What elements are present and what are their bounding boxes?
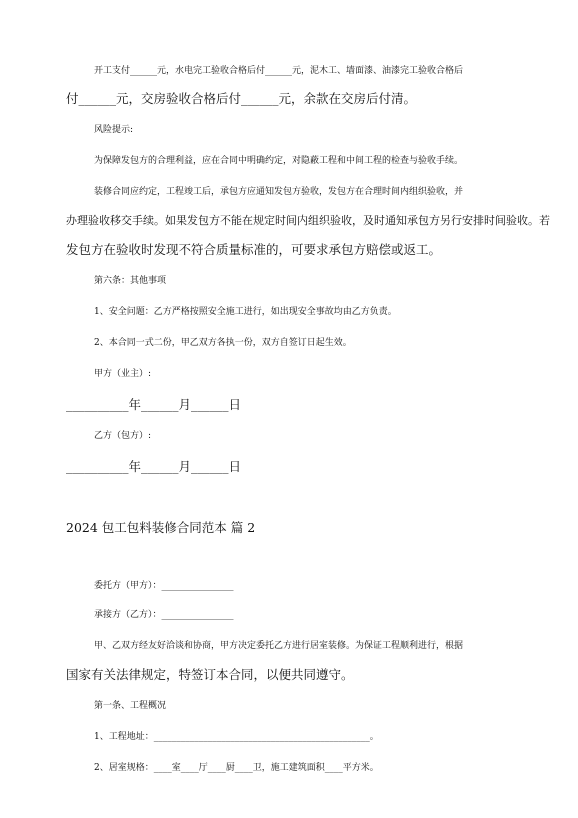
- room-spec-line: 2、居室规格：____室____厅____厨____卫，施工建筑面积____平方米。: [94, 763, 379, 773]
- section-title: 2024 包工包料装修合同范本 篇 2: [66, 520, 256, 535]
- article-six-item-2: 2、本合同一式二份，甲乙双方各执一份，双方自签订日起生效。: [94, 338, 352, 348]
- risk-paragraph-2-line-1: 装修合同应约定，工程竣工后，承包方应通知发包方验收，发包方在合理时间内组织验收，并: [94, 187, 464, 197]
- intro-paragraph-line-1: 甲、乙双方经友好洽谈和协商，甲方决定委托乙方进行居室装修。为保证工程顺利进行，根据: [94, 641, 464, 651]
- risk-paragraph-1: 为保障发包方的合理利益，应在合同中明确约定，对隐蔽工程和中间工程的检查与验收手续。: [94, 156, 464, 166]
- article-six-heading: 第六条：其他事项: [94, 276, 167, 286]
- party-b-date-line: __________年______月______日: [66, 459, 242, 474]
- project-address-line: 1、工程地址：________________________________________________。: [94, 732, 379, 742]
- party-b-label: 乙方（包方）:: [94, 431, 152, 441]
- risk-paragraph-2-line-2: 办理验收移交手续。如果发包方不能在规定时间内组织验收，及时通知承包方另行安排时间验收。若: [66, 214, 550, 227]
- party-a-date-line: __________年______月______日: [66, 397, 242, 412]
- risk-heading: 风险提示:: [94, 125, 134, 135]
- intro-paragraph-line-2: 国家有关法律规定，特签订本合同，以便共同遵守。: [66, 667, 354, 682]
- payment-schedule-line-1: 开工支付______元，水电完工验收合格后付______元，泥木工、墙面漆、油漆完工验收合格后: [94, 66, 464, 76]
- article-six-item-1: 1、安全问题：乙方严格按照安全施工进行，如出现安全事故均由乙方负责。: [94, 307, 397, 317]
- client-line: 委托方（甲方）：________________: [94, 581, 234, 591]
- payment-schedule-line-2: 付______元，交房验收合格后付______元，余款在交房后付清。: [66, 91, 417, 106]
- contractor-line: 承接方（乙方）：________________: [94, 610, 234, 620]
- party-a-label: 甲方（业主）:: [94, 369, 152, 379]
- risk-paragraph-2-line-3: 发包方在验收时发现不符合质量标准的，可要求承包方赔偿或返工。: [66, 242, 442, 257]
- article-one-heading: 第一条、工程概况: [94, 701, 167, 711]
